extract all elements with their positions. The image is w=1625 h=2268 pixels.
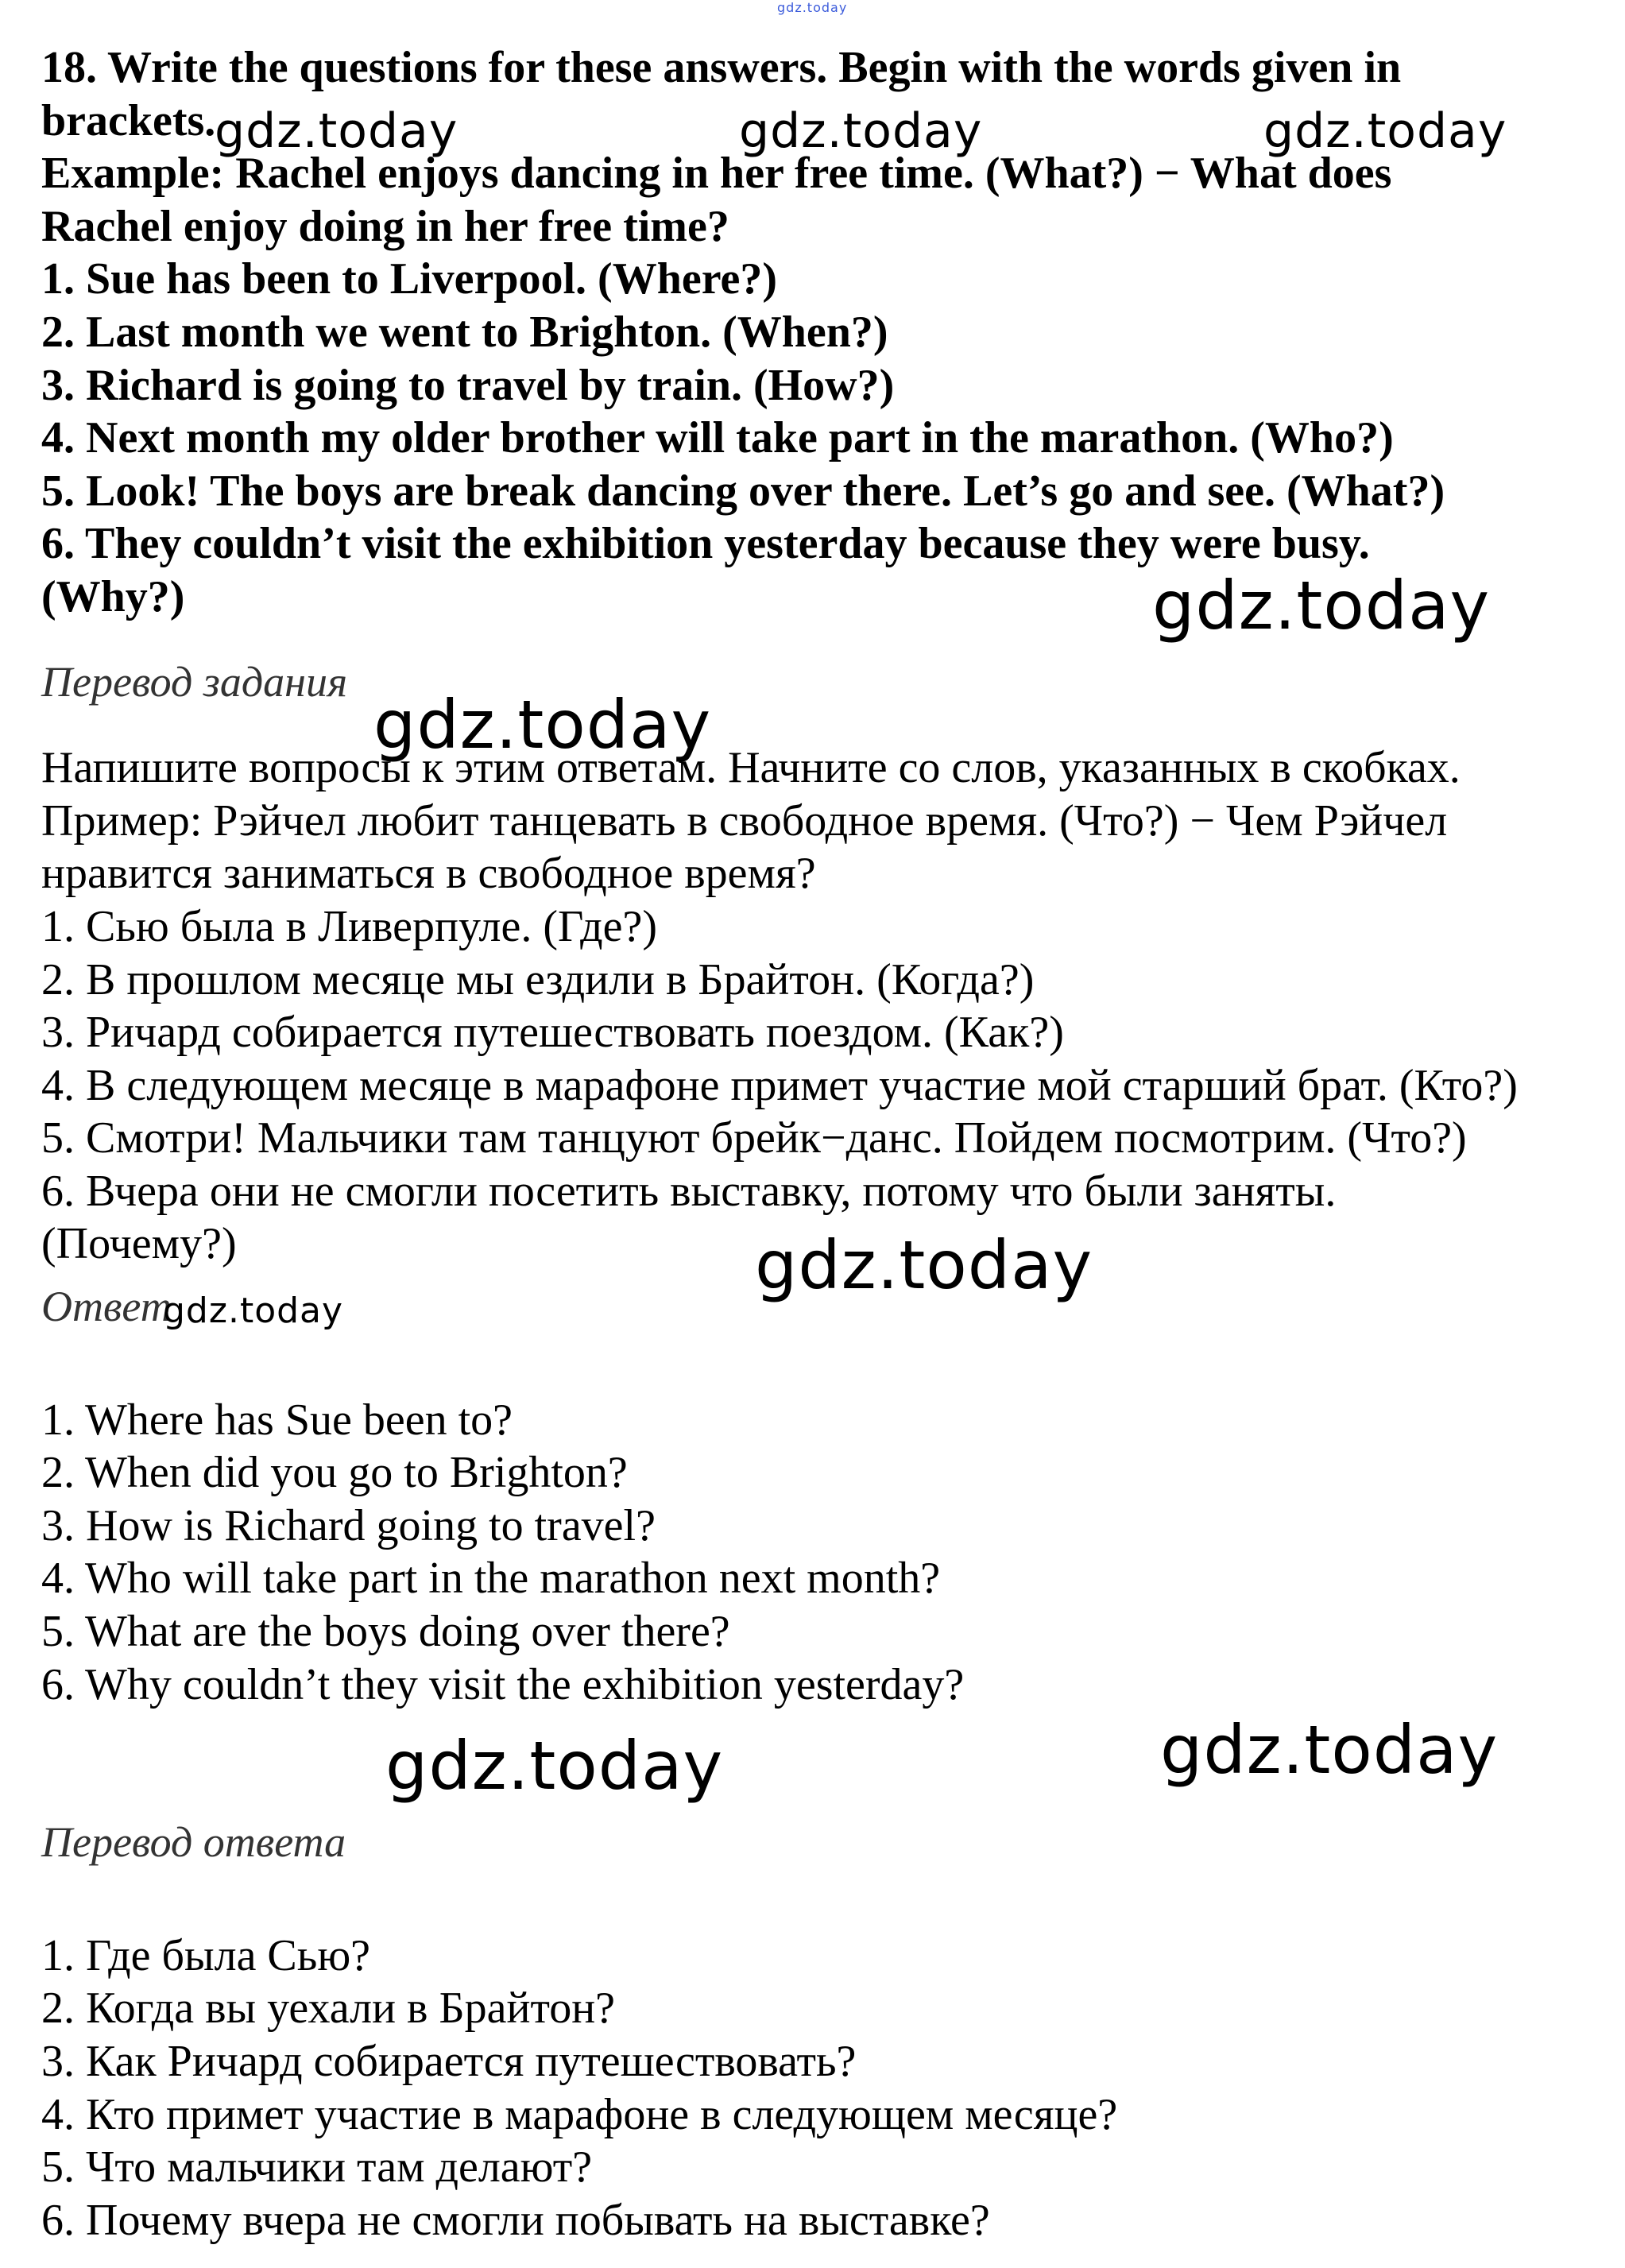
answer-line: 2. When did you go to Brighton?	[41, 1448, 628, 1498]
watermark-text: gdz.today	[739, 103, 983, 159]
task-line: 18. Write the questions for these answers. Begin with the words given in	[41, 43, 1402, 92]
task-line: brackets.	[41, 95, 216, 145]
task-line: 1. Sue has been to Liverpool. (Where?)	[41, 254, 778, 304]
answer-heading: Ответ	[41, 1283, 172, 1331]
answer-translation-line: 3. Как Ричард собирается путешествовать?	[41, 2037, 857, 2086]
answer-translation-section	[41, 1929, 1599, 2247]
task-translation-line: (Почему?)	[41, 1219, 237, 1269]
task-translation-line: нравится заниматься в свободное время?	[41, 849, 816, 899]
document-page	[41, 41, 1599, 2247]
task-line: Rachel enjoy doing in her free time?	[41, 201, 729, 251]
task-line: 4. Next month my older brother will take part in the marathon. (Who?)	[41, 413, 1394, 463]
task-line: 2. Last month we went to Brighton. (When?)	[41, 307, 888, 357]
task-translation-line: 2. В прошлом месяце мы ездили в Брайтон. (Когда?)	[41, 954, 1035, 1004]
task-translation-line: Пример: Рэйчел любит танцевать в свободное время. (Что?) − Чем Рэйчел	[41, 795, 1448, 846]
answer-translation-line: 2. Когда вы уехали в Брайтон?	[41, 1984, 616, 2034]
answer-line: 4. Who will take part in the marathon next month?	[41, 1554, 941, 1604]
answer-translation-heading: Перевод ответа	[41, 1818, 346, 1867]
task-translation-line: 6. Вчера они не смогли посетить выставку, потому что были заняты.	[41, 1166, 1337, 1216]
task-translation-line: Напишите вопросы к этим ответам. Начните со слов, указанных в скобках.	[41, 743, 1461, 793]
watermark-text: gdz.today	[1152, 567, 1491, 644]
watermark-text: gdz.today	[215, 103, 458, 159]
watermark-text: gdz.today	[755, 1226, 1093, 1304]
watermark-text: gdz.today	[385, 1727, 724, 1805]
task-line: 6. They couldn’t visit the exhibition yesterday because they were busy.	[41, 519, 1370, 569]
watermark-text: gdz.today	[1263, 103, 1507, 159]
answer-translation-line: 1. Где была Сью?	[41, 1930, 371, 1980]
answer-section	[41, 1394, 1599, 1712]
answer-line: 1. Where has Sue been to?	[41, 1395, 513, 1445]
task-translation-line: 5. Смотри! Мальчики там танцуют брейк−данс. Пойдем посмотрим. (Что?)	[41, 1113, 1467, 1163]
task-line: (Why?)	[41, 571, 185, 621]
watermark-text: gdz.today	[163, 1291, 344, 1331]
answer-translation-line: 5. Что мальчики там делают?	[41, 2142, 593, 2193]
task-line: 3. Richard is going to travel by train. (How?)	[41, 360, 895, 410]
task-translation-heading: Перевод задания	[41, 657, 348, 706]
answer-translation-line: 4. Кто примет участие в марафоне в следующем месяце?	[41, 2089, 1118, 2139]
task-translation-line: 3. Ричард собирается путешествовать поездом. (Как?)	[41, 1008, 1064, 1058]
top-watermark: gdz.today	[777, 0, 848, 15]
task-line: Example: Rachel enjoys dancing in her free time. (What?) − What does	[41, 149, 1392, 199]
answer-line: 5. What are the boys doing over there?	[41, 1607, 730, 1657]
task-translation-section	[41, 741, 1599, 1271]
watermark-text: gdz.today	[1160, 1711, 1499, 1789]
answer-translation-line: 6. Почему вчера не смогли побывать на выставке?	[41, 2195, 990, 2245]
answer-line: 6. Why couldn’t they visit the exhibition yesterday?	[41, 1659, 965, 1709]
answer-line: 3. How is Richard going to travel?	[41, 1500, 656, 1550]
task-translation-line: 1. Сью была в Ливерпуле. (Где?)	[41, 901, 657, 951]
watermark-text: gdz.today	[373, 686, 712, 764]
task-line: 5. Look! The boys are break dancing over there. Let’s go and see. (What?)	[41, 466, 1445, 516]
task-translation-line: 4. В следующем месяце в марафоне примет участие мой старший брат. (Кто?)	[41, 1060, 1518, 1110]
